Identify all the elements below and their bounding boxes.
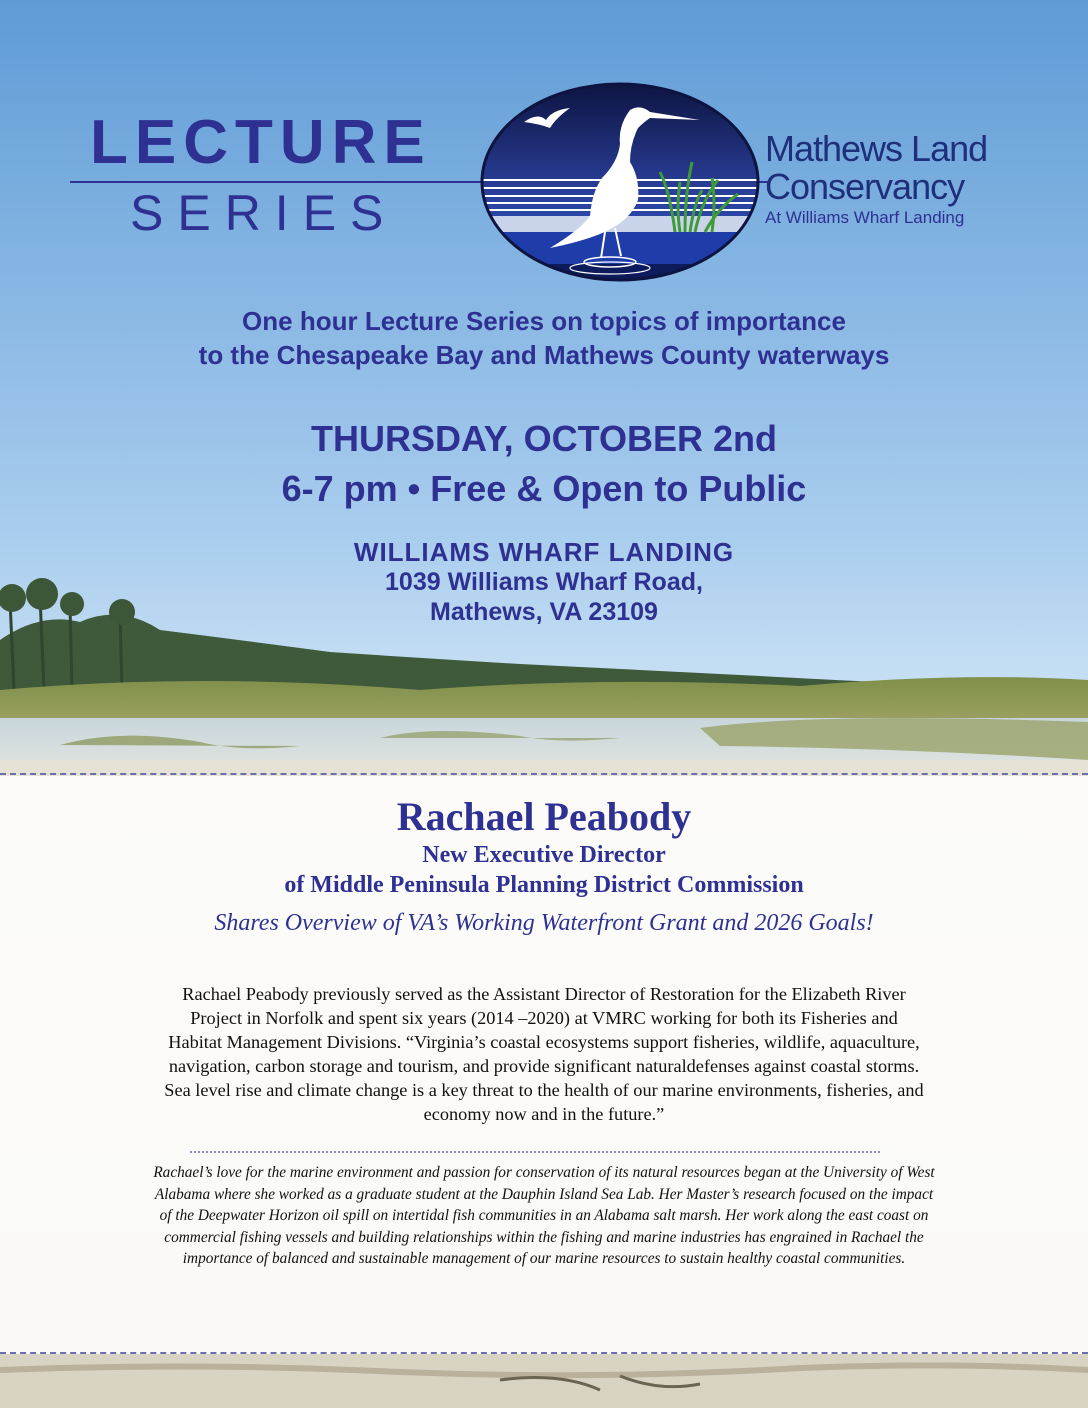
bio2-line: importance of balanced and sustainable management of our marine resources to sustain healthy coastal communities. [182, 1250, 906, 1267]
bio2-line: Alabama where she worked as a graduate student at the Dauphin Island Sea Lab. Her Master’s research focused on the impact [154, 1185, 934, 1203]
organization-name [765, 130, 987, 228]
bio-paragraph-2 [70, 1162, 1018, 1270]
org-name-line1: Mathews Land [765, 128, 988, 169]
event-date-block [0, 414, 1088, 514]
dotted-divider [190, 1151, 880, 1153]
bio1-line: economy now and in the future.” [423, 1104, 665, 1124]
intro-line2: to the Chesapeake Bay and Mathews County waterways [198, 340, 890, 370]
heron-logo [480, 82, 760, 282]
bio1-line: Sea level rise and climate change is a key threat to the health of our marine environments, fisheries, and [164, 1080, 924, 1100]
bio2-line: of the Deepwater Horizon oil spill on intertidal fish communities in an Alabama salt marsh. Her work along the east coast on [159, 1207, 929, 1224]
speaker-tagline: Shares Overview of VA’s Working Waterfront Grant and 2026 Goals! [214, 910, 874, 936]
intro-text [0, 304, 1088, 372]
bio1-line: Project in Norfolk and spent six years (2014 –2020) at VMRC working for both its Fisheries and [190, 1008, 898, 1028]
org-subtitle: At Williams Wharf Landing [765, 208, 965, 227]
venue-address-line2: Mathews, VA 23109 [430, 598, 658, 626]
bio1-line: Rachael Peabody previously served as the Assistant Director of Restoration for the Elizabeth River [182, 984, 906, 1004]
header [0, 0, 1088, 290]
series-word: SERIES [130, 185, 398, 241]
dashed-divider-bottom [0, 1352, 1088, 1354]
venue-name: WILLIAMS WHARF LANDING [353, 537, 735, 567]
event-date: THURSDAY, OCTOBER 2nd [310, 418, 778, 459]
lecture-word: LECTURE [90, 108, 432, 177]
venue-address-line1: 1039 Williams Wharf Road, [385, 568, 703, 596]
bio2-line: commercial fishing vessels and building relationships within the fishing and marine industries has engrained in Rachael the [164, 1228, 924, 1246]
org-name-line2: Conservancy [765, 166, 965, 207]
speaker-title-line1: New Executive Director [422, 842, 666, 868]
bio1-line: navigation, carbon storage and tourism, and provide significant naturaldefenses against coastal storms. [168, 1056, 920, 1076]
bio2-line: Rachael’s love for the marine environment and passion for conservation of its natural resources began at the University of West [153, 1164, 935, 1181]
dashed-divider-top [0, 773, 1088, 775]
venue-block [0, 537, 1088, 627]
speaker-name: Rachael Peabody [396, 794, 692, 839]
speaker-title-line2: of Middle Peninsula Planning District Commission [284, 872, 804, 898]
speaker-heading [0, 794, 1088, 940]
intro-line1: One hour Lecture Series on topics of importance [242, 306, 846, 336]
event-time: 6-7 pm • Free & Open to Public [281, 468, 807, 509]
bio1-line: Habitat Management Divisions. “Virginia’s coastal ecosystems support fisheries, wildlife, aquaculture, [168, 1032, 920, 1052]
bio-paragraph-1 [60, 982, 1028, 1126]
